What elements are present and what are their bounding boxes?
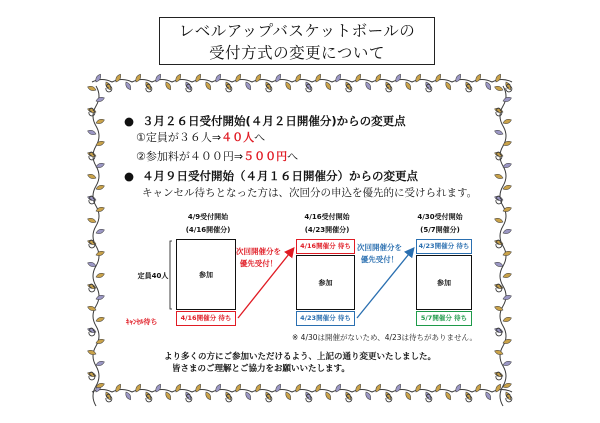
section1-heading-text: ３月２６日受付開始(４月２日開催分)からの変更点 <box>142 114 406 128</box>
item1-suffix: へ <box>254 131 266 144</box>
session2-event: (4/23開催分) <box>304 226 350 234</box>
arrow1-line1: 次回開催分を <box>236 247 281 256</box>
item2-suffix: へ <box>287 150 299 163</box>
item2-value: ５００円 <box>243 150 288 163</box>
section2-heading-text: ４月９日受付開始（４月１６日開催分）からの変更点 <box>142 169 419 183</box>
session1-participate: 参加 <box>199 271 213 279</box>
item1-value: ４０人 <box>221 131 255 144</box>
session1-start: 4/9受付開始 <box>187 213 229 221</box>
closing-text <box>164 351 436 375</box>
session3-priority-cell: 4/23開催分 待ち <box>416 239 472 254</box>
session3-participate: 参加 <box>437 279 451 287</box>
session3-start: 4/30受付開始 <box>417 213 463 221</box>
capacity-label: 定員40人 <box>137 272 169 280</box>
diagram-note: ※ 4/30は開催がないため、4/23は待ちがありません。 <box>292 333 478 342</box>
arrow2-text <box>357 242 402 266</box>
session2-waitlist-cell: 4/23開催分 待ち <box>296 311 355 326</box>
session1-waitlist-cell: 4/16開催分 待ち <box>176 311 236 326</box>
item2-prefix: ②参加料が４００円⇒ <box>136 150 244 163</box>
session3-event: (5/7開催分) <box>420 226 460 234</box>
closing-line-2: 皆さまのご理解とご協力をお願いいたします。 <box>172 364 350 374</box>
session1-event: (4/16開催分) <box>185 226 231 234</box>
waitlist-label: ｷｬﾝｾﾙ待ち <box>126 318 158 326</box>
arrow1-text <box>236 246 281 270</box>
arrow2-line2: 優先受付！ <box>360 255 399 264</box>
bullet: ● <box>124 114 135 128</box>
session2-priority-cell: 4/16開催分 待ち <box>296 239 355 254</box>
session2-participate: 参加 <box>318 279 333 287</box>
session2-start: 4/16受付開始 <box>304 213 350 221</box>
section2-description: キャンセル待ちとなった方は、次回分の申込を優先的に受けられます。 <box>142 187 478 199</box>
title-line-2: 受付方式の変更について <box>209 44 385 62</box>
session3-waitlist-cell: 5/7開催分 待ち <box>416 311 472 326</box>
capacity-bracket <box>170 241 172 309</box>
title-line-1: レベルアップバスケットボールの <box>178 22 416 40</box>
arrow1-line2: 優先受付！ <box>239 259 278 268</box>
bullet: ● <box>124 169 135 183</box>
item1-prefix: ①定員が３６人⇒ <box>136 131 222 144</box>
closing-line-1: より多くの方にご参加いただけるよう、上記の通り変更いたしました。 <box>164 352 437 362</box>
arrow2-line1: 次回開催分を <box>357 243 402 252</box>
